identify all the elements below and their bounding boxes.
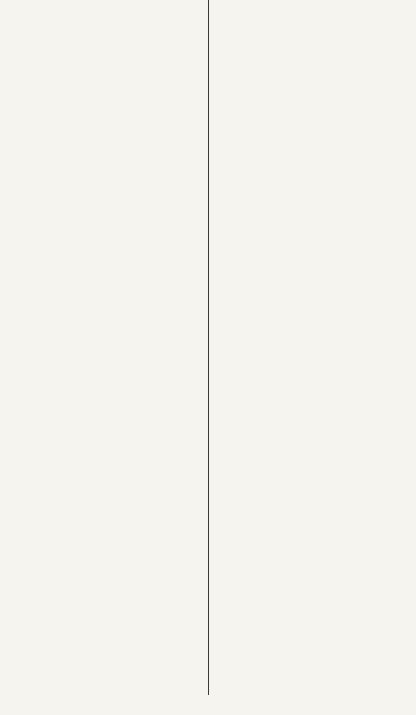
left-column [0,0,206,715]
right-column [212,0,416,715]
column-divider [208,0,209,695]
